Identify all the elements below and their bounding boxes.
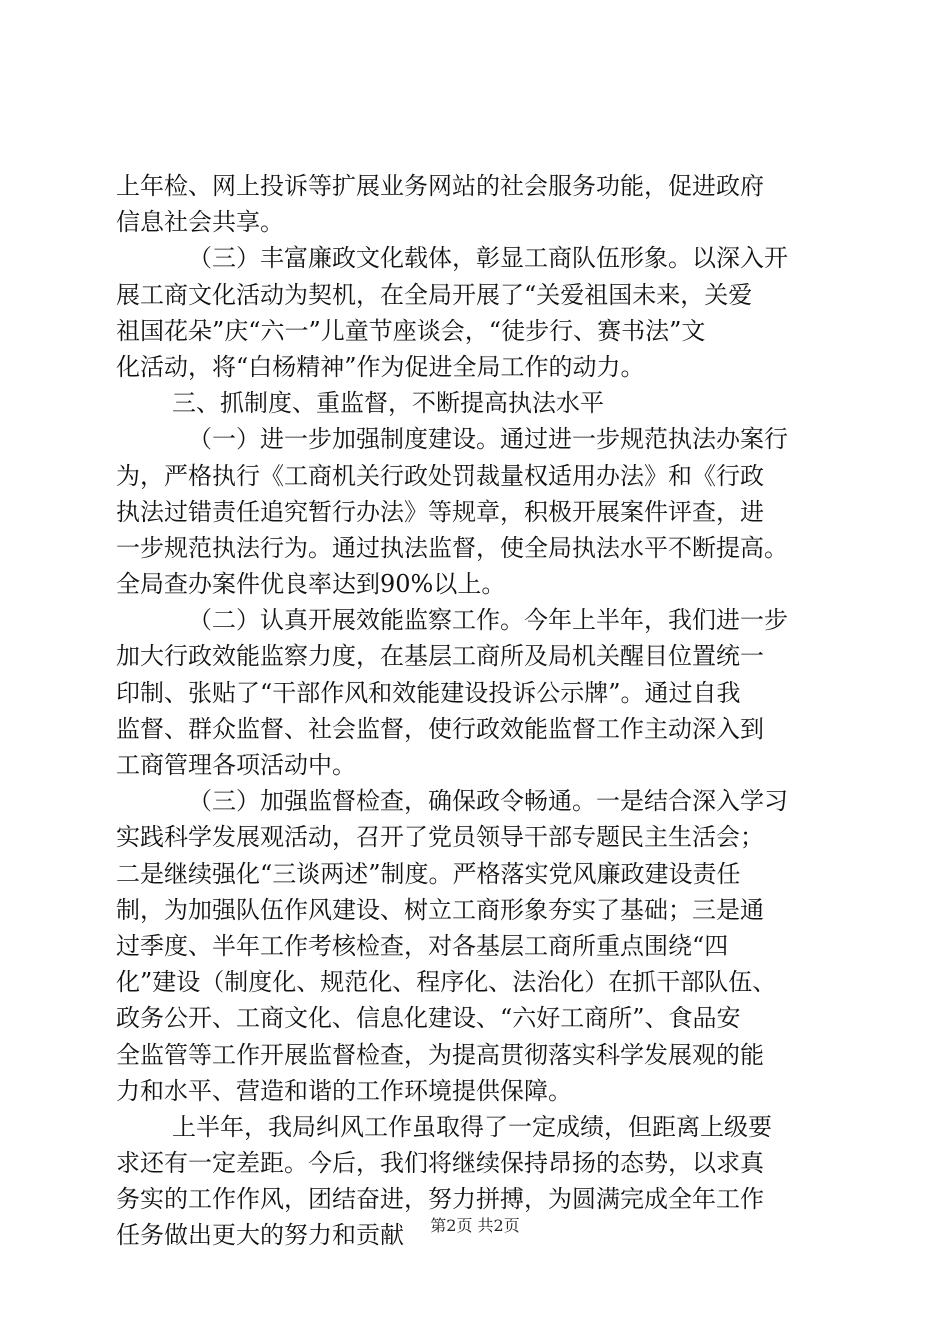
section-heading: 三、抓制度、重监督，不断提高执法水平: [172, 389, 604, 418]
page-footer: [0, 1214, 950, 1238]
text-line: 展工商文化活动为契机，在全局开展了“关爱祖国未来，关爱: [116, 280, 753, 309]
text-line: 全监管等工作开展监督检查，为提高贯彻落实科学发展观的能: [116, 1040, 764, 1069]
text-line: （三）丰富廉政文化载体，彰显工商队伍形象。以深入开: [188, 244, 788, 273]
text-line: 监督、群众监督、社会监督，使行政效能监督工作主动深入到: [116, 714, 764, 743]
text-line: 求还有一定差距。今后，我们将继续保持昂扬的态势，以求真: [116, 1149, 764, 1178]
text-line: 执法过错责任追究暂行办法》等规章，积极开展案件评查，进: [116, 497, 764, 526]
text-line: 工商管理各项活动中。: [116, 751, 356, 779]
text-line: 一步规范执法行为。通过执法监督，使全局执法水平不断提高。: [116, 533, 788, 562]
text-line: （三）加强监督检查，确保政令畅通。一是结合深入学习: [188, 787, 788, 816]
text-line: 过季度、半年工作考核检查，对各基层工商所重点围绕“四: [116, 931, 729, 960]
text-line: 祖国花朵”庆“六一”儿童节座谈会，“徒步行、赛书法”文: [116, 316, 706, 345]
text-line: 全局查办案件优良率达到90%以上。: [116, 570, 506, 599]
text-line: 化”建设（制度化、规范化、程序化、法治化）在抓干部队伍、: [116, 968, 777, 997]
text-line: 实践科学发展观活动，召开了党员领导干部专题民主生活会；: [116, 823, 764, 852]
text-line: 化活动，将“白杨精神”作为促进全局工作的动力。: [116, 352, 645, 381]
body-text: [116, 168, 846, 1254]
text-line: 上年检、网上投诉等扩展业务网站的社会服务功能，促进政府: [116, 172, 764, 200]
text-line: 任务做出更大的努力和贡献: [116, 1221, 404, 1250]
text-line: 政务公开、工商文化、信息化建设、“六好工商所”、食品安: [116, 1004, 741, 1033]
text-line: （二）认真开展效能监察工作。今年上半年，我们进一步: [188, 606, 788, 635]
page-number: 第2页 共2页: [430, 1216, 520, 1235]
text-line: 信息社会共享。: [116, 208, 284, 237]
text-line: 力和水平、营造和谐的工作环境提供保障。: [116, 1076, 572, 1105]
text-line: 为，严格执行《工商机关行政处罚裁量权适用办法》和《行政: [116, 461, 764, 490]
text-line: （一）进一步加强制度建设。通过进一步规范执法办案行: [188, 425, 788, 454]
text-line: 制，为加强队伍作风建设、树立工商形象夯实了基础；三是通: [116, 895, 764, 924]
text-line: 印制、张贴了“干部作风和效能建设投诉公示牌”。通过自我: [116, 678, 741, 707]
text-line: 加大行政效能监察力度，在基层工商所及局机关醒目位置统一: [116, 642, 764, 671]
text-line: 二是继续强化“三谈两述”制度。严格落实党风廉政建设责任: [116, 859, 741, 888]
text-line: 上半年，我局纠风工作虽取得了一定成绩，但距离上级要: [172, 1112, 772, 1141]
text-line: 务实的工作作风，团结奋进，努力拼搏，为圆满完成全年工作: [116, 1185, 764, 1214]
